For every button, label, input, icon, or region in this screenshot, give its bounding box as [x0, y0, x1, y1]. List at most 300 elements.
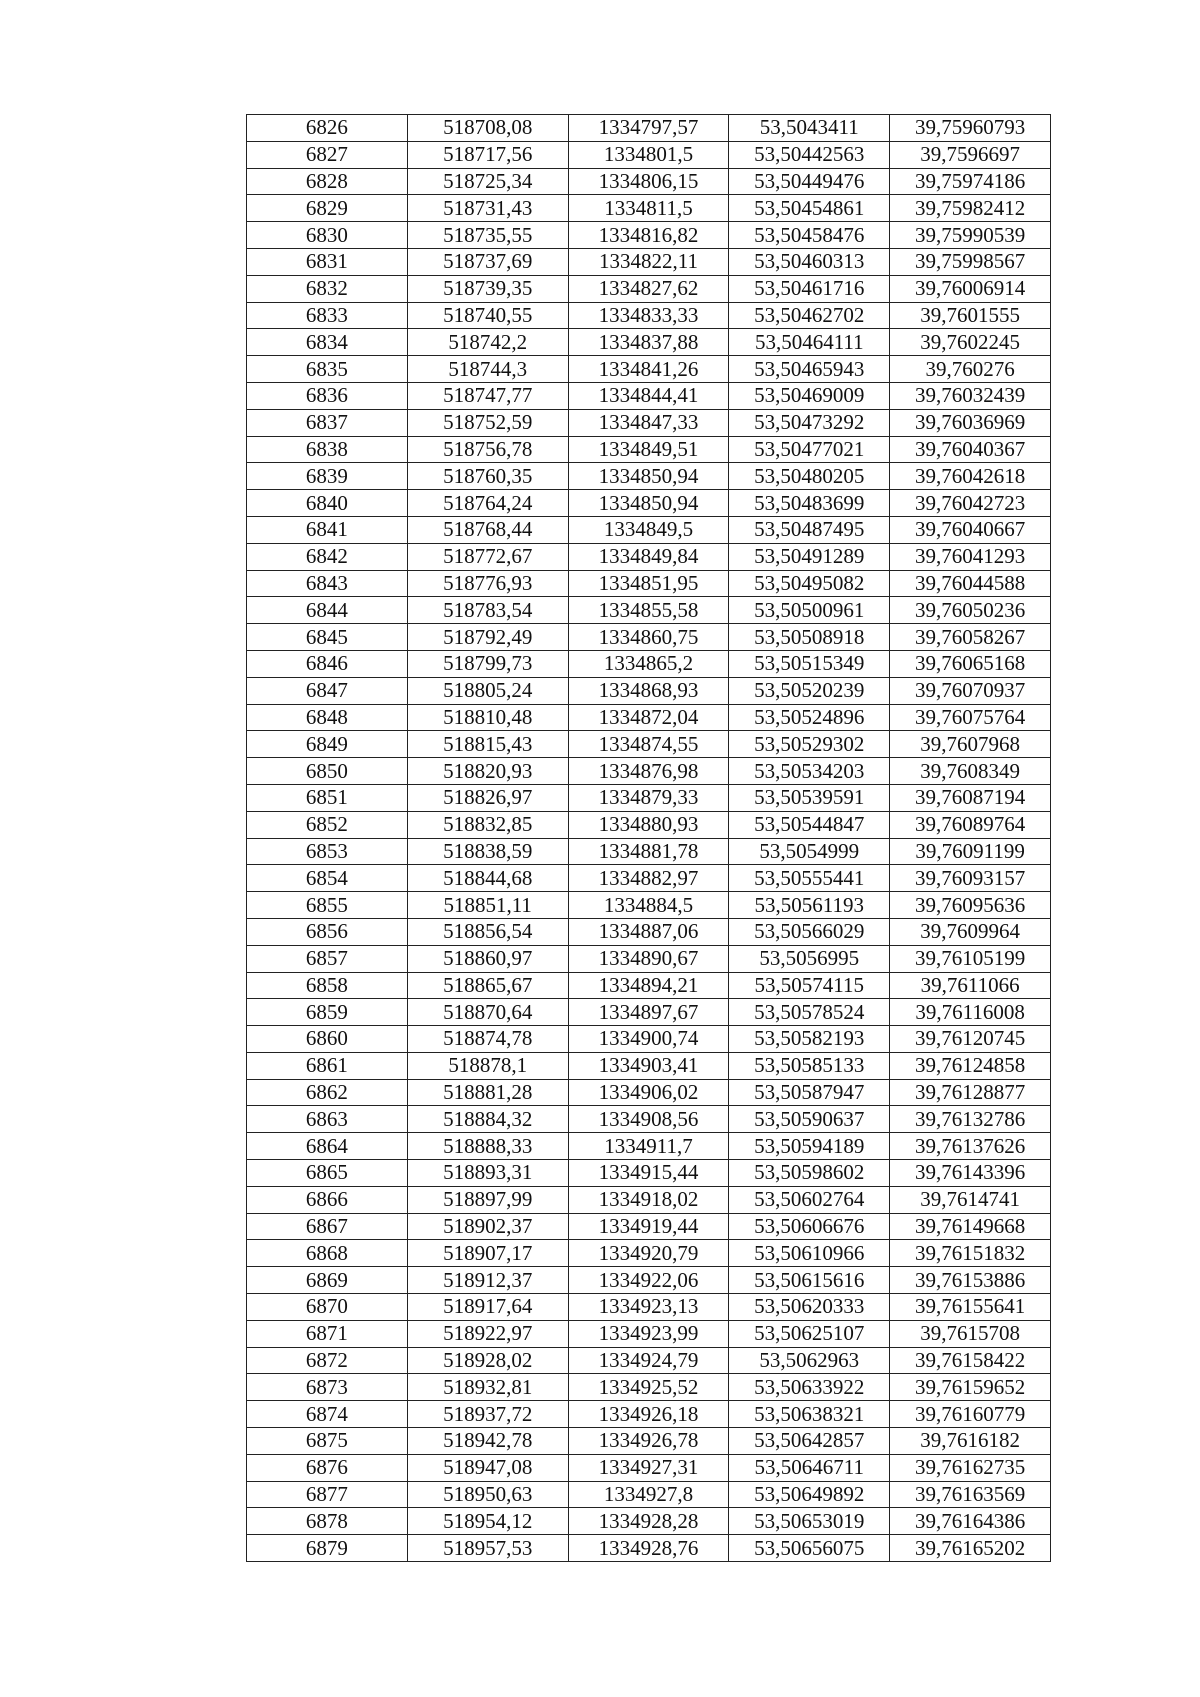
coordinate-table: [246, 114, 1051, 1562]
table-row: [247, 1133, 1051, 1160]
point-number-cell: 6841: [247, 516, 408, 543]
longitude-cell: 39,76155641: [890, 1294, 1051, 1321]
y-coordinate-cell: 1334865,2: [568, 650, 729, 677]
table-row: [247, 490, 1051, 517]
table-row: [247, 811, 1051, 838]
y-coordinate-cell: 1334926,18: [568, 1401, 729, 1428]
point-number-cell: 6875: [247, 1428, 408, 1455]
table-row: [247, 329, 1051, 356]
longitude-cell: 39,7608349: [890, 758, 1051, 785]
x-coordinate-cell: 518893,31: [407, 1160, 568, 1187]
table-row: [247, 1079, 1051, 1106]
longitude-cell: 39,76070937: [890, 677, 1051, 704]
y-coordinate-cell: 1334924,79: [568, 1347, 729, 1374]
point-number-cell: 6833: [247, 302, 408, 329]
longitude-cell: 39,7616182: [890, 1428, 1051, 1455]
latitude-cell: 53,50574115: [729, 972, 890, 999]
longitude-cell: 39,76160779: [890, 1401, 1051, 1428]
longitude-cell: 39,7609964: [890, 918, 1051, 945]
longitude-cell: 39,76040667: [890, 516, 1051, 543]
latitude-cell: 53,50590637: [729, 1106, 890, 1133]
point-number-cell: 6837: [247, 409, 408, 436]
point-number-cell: 6844: [247, 597, 408, 624]
point-number-cell: 6849: [247, 731, 408, 758]
x-coordinate-cell: 518737,69: [407, 248, 568, 275]
y-coordinate-cell: 1334906,02: [568, 1079, 729, 1106]
y-coordinate-cell: 1334923,99: [568, 1320, 729, 1347]
table-row: [247, 463, 1051, 490]
latitude-cell: 53,50515349: [729, 650, 890, 677]
table-row: [247, 1052, 1051, 1079]
latitude-cell: 53,50646711: [729, 1454, 890, 1481]
latitude-cell: 53,50473292: [729, 409, 890, 436]
y-coordinate-cell: 1334849,51: [568, 436, 729, 463]
latitude-cell: 53,50442563: [729, 141, 890, 168]
latitude-cell: 53,50508918: [729, 624, 890, 651]
point-number-cell: 6869: [247, 1267, 408, 1294]
latitude-cell: 53,50469009: [729, 382, 890, 409]
table-row: [247, 570, 1051, 597]
table-row: [247, 784, 1051, 811]
longitude-cell: 39,7601555: [890, 302, 1051, 329]
x-coordinate-cell: 518725,34: [407, 168, 568, 195]
point-number-cell: 6861: [247, 1052, 408, 1079]
table-row: [247, 650, 1051, 677]
table-row: [247, 918, 1051, 945]
point-number-cell: 6826: [247, 115, 408, 142]
table-row: [247, 1186, 1051, 1213]
point-number-cell: 6876: [247, 1454, 408, 1481]
x-coordinate-cell: 518768,44: [407, 516, 568, 543]
point-number-cell: 6858: [247, 972, 408, 999]
table-row: [247, 597, 1051, 624]
y-coordinate-cell: 1334879,33: [568, 784, 729, 811]
y-coordinate-cell: 1334874,55: [568, 731, 729, 758]
table-row: [247, 1374, 1051, 1401]
table-row: [247, 1160, 1051, 1187]
y-coordinate-cell: 1334915,44: [568, 1160, 729, 1187]
longitude-cell: 39,76041293: [890, 543, 1051, 570]
latitude-cell: 53,50464111: [729, 329, 890, 356]
longitude-cell: 39,76042723: [890, 490, 1051, 517]
point-number-cell: 6835: [247, 356, 408, 383]
x-coordinate-cell: 518878,1: [407, 1052, 568, 1079]
longitude-cell: 39,76105199: [890, 945, 1051, 972]
latitude-cell: 53,50520239: [729, 677, 890, 704]
latitude-cell: 53,50461716: [729, 275, 890, 302]
x-coordinate-cell: 518783,54: [407, 597, 568, 624]
y-coordinate-cell: 1334849,5: [568, 516, 729, 543]
longitude-cell: 39,76120745: [890, 1026, 1051, 1053]
x-coordinate-cell: 518776,93: [407, 570, 568, 597]
point-number-cell: 6847: [247, 677, 408, 704]
x-coordinate-cell: 518884,32: [407, 1106, 568, 1133]
x-coordinate-cell: 518826,97: [407, 784, 568, 811]
x-coordinate-cell: 518832,85: [407, 811, 568, 838]
longitude-cell: 39,7611066: [890, 972, 1051, 999]
table-row: [247, 248, 1051, 275]
y-coordinate-cell: 1334890,67: [568, 945, 729, 972]
point-number-cell: 6864: [247, 1133, 408, 1160]
x-coordinate-cell: 518756,78: [407, 436, 568, 463]
latitude-cell: 53,50483699: [729, 490, 890, 517]
point-number-cell: 6830: [247, 222, 408, 249]
y-coordinate-cell: 1334833,33: [568, 302, 729, 329]
table-row: [247, 1347, 1051, 1374]
y-coordinate-cell: 1334851,95: [568, 570, 729, 597]
longitude-cell: 39,76032439: [890, 382, 1051, 409]
longitude-cell: 39,76044588: [890, 570, 1051, 597]
table-row: [247, 677, 1051, 704]
latitude-cell: 53,50602764: [729, 1186, 890, 1213]
point-number-cell: 6879: [247, 1535, 408, 1562]
longitude-cell: 39,7614741: [890, 1186, 1051, 1213]
longitude-cell: 39,76089764: [890, 811, 1051, 838]
y-coordinate-cell: 1334903,41: [568, 1052, 729, 1079]
latitude-cell: 53,5043411: [729, 115, 890, 142]
latitude-cell: 53,50495082: [729, 570, 890, 597]
table-row: [247, 141, 1051, 168]
x-coordinate-cell: 518740,55: [407, 302, 568, 329]
x-coordinate-cell: 518742,2: [407, 329, 568, 356]
table-row: [247, 168, 1051, 195]
longitude-cell: 39,75990539: [890, 222, 1051, 249]
point-number-cell: 6845: [247, 624, 408, 651]
point-number-cell: 6873: [247, 1374, 408, 1401]
longitude-cell: 39,76159652: [890, 1374, 1051, 1401]
x-coordinate-cell: 518739,35: [407, 275, 568, 302]
point-number-cell: 6836: [247, 382, 408, 409]
table-row: [247, 865, 1051, 892]
latitude-cell: 53,50460313: [729, 248, 890, 275]
latitude-cell: 53,50454861: [729, 195, 890, 222]
point-number-cell: 6863: [247, 1106, 408, 1133]
longitude-cell: 39,76132786: [890, 1106, 1051, 1133]
x-coordinate-cell: 518844,68: [407, 865, 568, 892]
point-number-cell: 6832: [247, 275, 408, 302]
point-number-cell: 6872: [247, 1347, 408, 1374]
x-coordinate-cell: 518860,97: [407, 945, 568, 972]
point-number-cell: 6852: [247, 811, 408, 838]
y-coordinate-cell: 1334827,62: [568, 275, 729, 302]
point-number-cell: 6857: [247, 945, 408, 972]
latitude-cell: 53,50561193: [729, 892, 890, 919]
table-row: [247, 1267, 1051, 1294]
latitude-cell: 53,5054999: [729, 838, 890, 865]
x-coordinate-cell: 518792,49: [407, 624, 568, 651]
y-coordinate-cell: 1334868,93: [568, 677, 729, 704]
x-coordinate-cell: 518735,55: [407, 222, 568, 249]
longitude-cell: 39,76116008: [890, 999, 1051, 1026]
longitude-cell: 39,76165202: [890, 1535, 1051, 1562]
longitude-cell: 39,76153886: [890, 1267, 1051, 1294]
longitude-cell: 39,76006914: [890, 275, 1051, 302]
latitude-cell: 53,50449476: [729, 168, 890, 195]
longitude-cell: 39,7596697: [890, 141, 1051, 168]
table-row: [247, 1026, 1051, 1053]
y-coordinate-cell: 1334849,84: [568, 543, 729, 570]
longitude-cell: 39,76124858: [890, 1052, 1051, 1079]
x-coordinate-cell: 518747,77: [407, 382, 568, 409]
point-number-cell: 6853: [247, 838, 408, 865]
x-coordinate-cell: 518954,12: [407, 1508, 568, 1535]
table-row: [247, 195, 1051, 222]
longitude-cell: 39,7607968: [890, 731, 1051, 758]
x-coordinate-cell: 518815,43: [407, 731, 568, 758]
x-coordinate-cell: 518799,73: [407, 650, 568, 677]
point-number-cell: 6840: [247, 490, 408, 517]
table-row: [247, 704, 1051, 731]
x-coordinate-cell: 518805,24: [407, 677, 568, 704]
latitude-cell: 53,50649892: [729, 1481, 890, 1508]
latitude-cell: 53,50487495: [729, 516, 890, 543]
latitude-cell: 53,50477021: [729, 436, 890, 463]
latitude-cell: 53,50615616: [729, 1267, 890, 1294]
longitude-cell: 39,75982412: [890, 195, 1051, 222]
table-row: [247, 1428, 1051, 1455]
x-coordinate-cell: 518717,56: [407, 141, 568, 168]
point-number-cell: 6854: [247, 865, 408, 892]
table-row: [247, 543, 1051, 570]
x-coordinate-cell: 518912,37: [407, 1267, 568, 1294]
latitude-cell: 53,5056995: [729, 945, 890, 972]
y-coordinate-cell: 1334880,93: [568, 811, 729, 838]
x-coordinate-cell: 518907,17: [407, 1240, 568, 1267]
table-row: [247, 1535, 1051, 1562]
table-row: [247, 222, 1051, 249]
y-coordinate-cell: 1334855,58: [568, 597, 729, 624]
table-row: [247, 115, 1051, 142]
point-number-cell: 6868: [247, 1240, 408, 1267]
x-coordinate-cell: 518820,93: [407, 758, 568, 785]
longitude-cell: 39,76042618: [890, 463, 1051, 490]
y-coordinate-cell: 1334811,5: [568, 195, 729, 222]
longitude-cell: 39,76162735: [890, 1454, 1051, 1481]
point-number-cell: 6842: [247, 543, 408, 570]
point-number-cell: 6834: [247, 329, 408, 356]
table-row: [247, 356, 1051, 383]
y-coordinate-cell: 1334911,7: [568, 1133, 729, 1160]
y-coordinate-cell: 1334920,79: [568, 1240, 729, 1267]
y-coordinate-cell: 1334928,28: [568, 1508, 729, 1535]
table-row: [247, 1508, 1051, 1535]
table-row: [247, 624, 1051, 651]
y-coordinate-cell: 1334816,82: [568, 222, 729, 249]
y-coordinate-cell: 1334882,97: [568, 865, 729, 892]
table-row: [247, 275, 1051, 302]
latitude-cell: 53,5062963: [729, 1347, 890, 1374]
longitude-cell: 39,76128877: [890, 1079, 1051, 1106]
x-coordinate-cell: 518928,02: [407, 1347, 568, 1374]
y-coordinate-cell: 1334881,78: [568, 838, 729, 865]
point-number-cell: 6843: [247, 570, 408, 597]
x-coordinate-cell: 518870,64: [407, 999, 568, 1026]
point-number-cell: 6856: [247, 918, 408, 945]
longitude-cell: 39,76036969: [890, 409, 1051, 436]
latitude-cell: 53,50656075: [729, 1535, 890, 1562]
longitude-cell: 39,76087194: [890, 784, 1051, 811]
latitude-cell: 53,50598602: [729, 1160, 890, 1187]
table-row: [247, 731, 1051, 758]
latitude-cell: 53,50462702: [729, 302, 890, 329]
longitude-cell: 39,76075764: [890, 704, 1051, 731]
table-row: [247, 1320, 1051, 1347]
latitude-cell: 53,50465943: [729, 356, 890, 383]
latitude-cell: 53,50610966: [729, 1240, 890, 1267]
longitude-cell: 39,760276: [890, 356, 1051, 383]
x-coordinate-cell: 518851,11: [407, 892, 568, 919]
y-coordinate-cell: 1334887,06: [568, 918, 729, 945]
y-coordinate-cell: 1334926,78: [568, 1428, 729, 1455]
y-coordinate-cell: 1334850,94: [568, 463, 729, 490]
y-coordinate-cell: 1334806,15: [568, 168, 729, 195]
longitude-cell: 39,76158422: [890, 1347, 1051, 1374]
longitude-cell: 39,7602245: [890, 329, 1051, 356]
y-coordinate-cell: 1334872,04: [568, 704, 729, 731]
y-coordinate-cell: 1334801,5: [568, 141, 729, 168]
latitude-cell: 53,50566029: [729, 918, 890, 945]
y-coordinate-cell: 1334925,52: [568, 1374, 729, 1401]
y-coordinate-cell: 1334919,44: [568, 1213, 729, 1240]
point-number-cell: 6874: [247, 1401, 408, 1428]
point-number-cell: 6855: [247, 892, 408, 919]
x-coordinate-cell: 518731,43: [407, 195, 568, 222]
x-coordinate-cell: 518881,28: [407, 1079, 568, 1106]
point-number-cell: 6848: [247, 704, 408, 731]
table-row: [247, 999, 1051, 1026]
point-number-cell: 6846: [247, 650, 408, 677]
latitude-cell: 53,50594189: [729, 1133, 890, 1160]
latitude-cell: 53,50539591: [729, 784, 890, 811]
point-number-cell: 6865: [247, 1160, 408, 1187]
longitude-cell: 39,76151832: [890, 1240, 1051, 1267]
latitude-cell: 53,50491289: [729, 543, 890, 570]
longitude-cell: 39,75960793: [890, 115, 1051, 142]
table-row: [247, 945, 1051, 972]
x-coordinate-cell: 518810,48: [407, 704, 568, 731]
latitude-cell: 53,50500961: [729, 597, 890, 624]
latitude-cell: 53,50534203: [729, 758, 890, 785]
latitude-cell: 53,50638321: [729, 1401, 890, 1428]
longitude-cell: 39,76143396: [890, 1160, 1051, 1187]
table-row: [247, 892, 1051, 919]
latitude-cell: 53,50625107: [729, 1320, 890, 1347]
x-coordinate-cell: 518897,99: [407, 1186, 568, 1213]
table-row: [247, 1401, 1051, 1428]
point-number-cell: 6862: [247, 1079, 408, 1106]
y-coordinate-cell: 1334847,33: [568, 409, 729, 436]
x-coordinate-cell: 518902,37: [407, 1213, 568, 1240]
point-number-cell: 6866: [247, 1186, 408, 1213]
latitude-cell: 53,50587947: [729, 1079, 890, 1106]
latitude-cell: 53,50582193: [729, 1026, 890, 1053]
point-number-cell: 6827: [247, 141, 408, 168]
longitude-cell: 39,76149668: [890, 1213, 1051, 1240]
latitude-cell: 53,50606676: [729, 1213, 890, 1240]
longitude-cell: 39,76137626: [890, 1133, 1051, 1160]
table-row: [247, 1294, 1051, 1321]
y-coordinate-cell: 1334850,94: [568, 490, 729, 517]
y-coordinate-cell: 1334900,74: [568, 1026, 729, 1053]
point-number-cell: 6831: [247, 248, 408, 275]
longitude-cell: 39,75974186: [890, 168, 1051, 195]
x-coordinate-cell: 518957,53: [407, 1535, 568, 1562]
x-coordinate-cell: 518772,67: [407, 543, 568, 570]
point-number-cell: 6850: [247, 758, 408, 785]
longitude-cell: 39,76058267: [890, 624, 1051, 651]
y-coordinate-cell: 1334876,98: [568, 758, 729, 785]
x-coordinate-cell: 518708,08: [407, 115, 568, 142]
point-number-cell: 6867: [247, 1213, 408, 1240]
table-row: [247, 1481, 1051, 1508]
point-number-cell: 6877: [247, 1481, 408, 1508]
y-coordinate-cell: 1334797,57: [568, 115, 729, 142]
y-coordinate-cell: 1334884,5: [568, 892, 729, 919]
y-coordinate-cell: 1334837,88: [568, 329, 729, 356]
point-number-cell: 6860: [247, 1026, 408, 1053]
y-coordinate-cell: 1334844,41: [568, 382, 729, 409]
longitude-cell: 39,76050236: [890, 597, 1051, 624]
y-coordinate-cell: 1334927,8: [568, 1481, 729, 1508]
latitude-cell: 53,50578524: [729, 999, 890, 1026]
table-row: [247, 516, 1051, 543]
longitude-cell: 39,76164386: [890, 1508, 1051, 1535]
latitude-cell: 53,50480205: [729, 463, 890, 490]
point-number-cell: 6838: [247, 436, 408, 463]
y-coordinate-cell: 1334841,26: [568, 356, 729, 383]
longitude-cell: 39,76065168: [890, 650, 1051, 677]
y-coordinate-cell: 1334894,21: [568, 972, 729, 999]
table-row: [247, 1454, 1051, 1481]
y-coordinate-cell: 1334908,56: [568, 1106, 729, 1133]
x-coordinate-cell: 518922,97: [407, 1320, 568, 1347]
x-coordinate-cell: 518838,59: [407, 838, 568, 865]
latitude-cell: 53,50633922: [729, 1374, 890, 1401]
table-row: [247, 1240, 1051, 1267]
latitude-cell: 53,50458476: [729, 222, 890, 249]
longitude-cell: 39,75998567: [890, 248, 1051, 275]
longitude-cell: 39,7615708: [890, 1320, 1051, 1347]
table-row: [247, 436, 1051, 463]
x-coordinate-cell: 518874,78: [407, 1026, 568, 1053]
latitude-cell: 53,50653019: [729, 1508, 890, 1535]
point-number-cell: 6828: [247, 168, 408, 195]
y-coordinate-cell: 1334922,06: [568, 1267, 729, 1294]
table-row: [247, 838, 1051, 865]
latitude-cell: 53,50544847: [729, 811, 890, 838]
table-row: [247, 972, 1051, 999]
point-number-cell: 6870: [247, 1294, 408, 1321]
latitude-cell: 53,50620333: [729, 1294, 890, 1321]
longitude-cell: 39,76040367: [890, 436, 1051, 463]
table-row: [247, 382, 1051, 409]
latitude-cell: 53,50529302: [729, 731, 890, 758]
table-row: [247, 302, 1051, 329]
latitude-cell: 53,50642857: [729, 1428, 890, 1455]
x-coordinate-cell: 518937,72: [407, 1401, 568, 1428]
y-coordinate-cell: 1334923,13: [568, 1294, 729, 1321]
y-coordinate-cell: 1334897,67: [568, 999, 729, 1026]
coordinate-table-body: [247, 115, 1051, 1562]
longitude-cell: 39,76095636: [890, 892, 1051, 919]
x-coordinate-cell: 518744,3: [407, 356, 568, 383]
longitude-cell: 39,76163569: [890, 1481, 1051, 1508]
longitude-cell: 39,76093157: [890, 865, 1051, 892]
longitude-cell: 39,76091199: [890, 838, 1051, 865]
point-number-cell: 6851: [247, 784, 408, 811]
point-number-cell: 6839: [247, 463, 408, 490]
x-coordinate-cell: 518888,33: [407, 1133, 568, 1160]
